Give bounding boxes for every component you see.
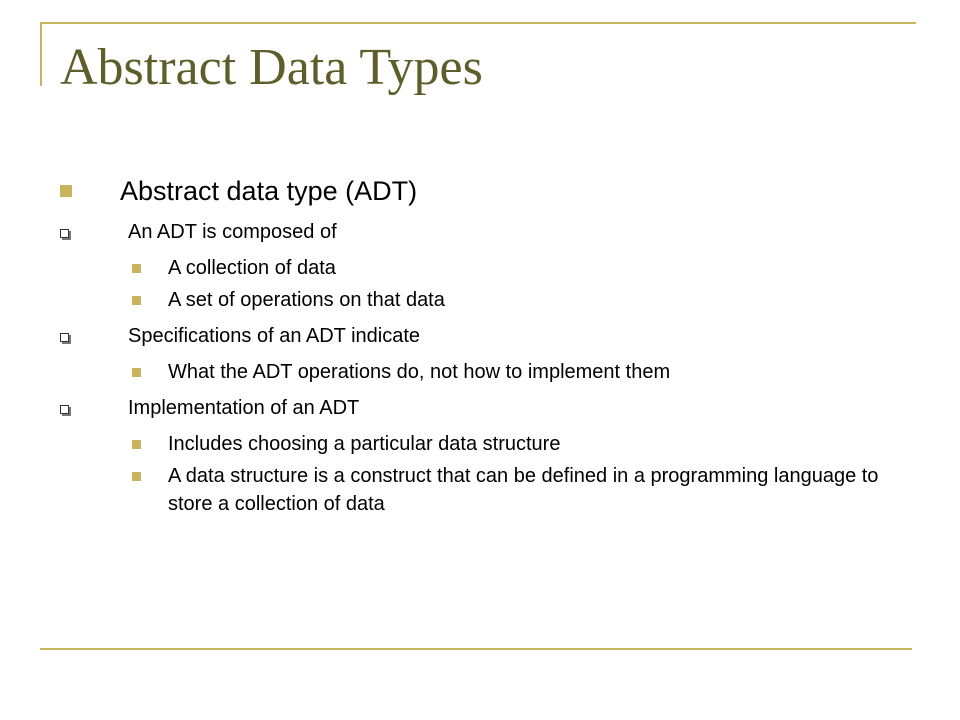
hollow-square-bullet-icon xyxy=(60,333,69,342)
slide-body xyxy=(60,168,920,522)
bullet-item-level2 xyxy=(60,390,920,426)
bullet-text: An ADT is composed of xyxy=(128,221,337,243)
square-bullet-icon xyxy=(132,264,141,273)
hollow-square-bullet-icon xyxy=(60,405,69,414)
bullet-text: A collection of data xyxy=(168,257,336,279)
square-bullet-icon xyxy=(60,185,72,197)
bullet-item-level3 xyxy=(60,286,920,314)
square-bullet-icon xyxy=(132,440,141,449)
bullet-text: What the ADT operations do, not how to implement them xyxy=(168,361,671,383)
square-bullet-icon xyxy=(132,472,141,481)
hollow-square-bullet-icon xyxy=(60,229,69,238)
bullet-item-level3 xyxy=(60,358,920,386)
slide-title: Abstract Data Types xyxy=(60,39,483,96)
bullet-text: A set of operations on that data xyxy=(168,289,445,311)
bullet-text: Abstract data type (ADT) xyxy=(120,176,418,206)
square-bullet-icon xyxy=(132,296,141,305)
bottom-rule xyxy=(40,648,912,650)
bullet-text: A data structure is a construct that can be defined in a programming language to store a collection of data xyxy=(168,465,879,515)
bullet-item-level2 xyxy=(60,214,920,250)
bullet-text: Specifications of an ADT indicate xyxy=(128,325,421,347)
bullet-item-level3 xyxy=(60,462,920,518)
bullet-item-level2 xyxy=(60,318,920,354)
bullet-text: Includes choosing a particular data structure xyxy=(168,433,561,455)
bullet-item-level3 xyxy=(60,254,920,282)
bullet-item-level3 xyxy=(60,430,920,458)
square-bullet-icon xyxy=(132,368,141,377)
bullet-text: Implementation of an ADT xyxy=(128,397,360,419)
top-rule xyxy=(40,22,916,24)
bullet-item-level1 xyxy=(60,168,920,214)
left-rule xyxy=(40,22,42,86)
